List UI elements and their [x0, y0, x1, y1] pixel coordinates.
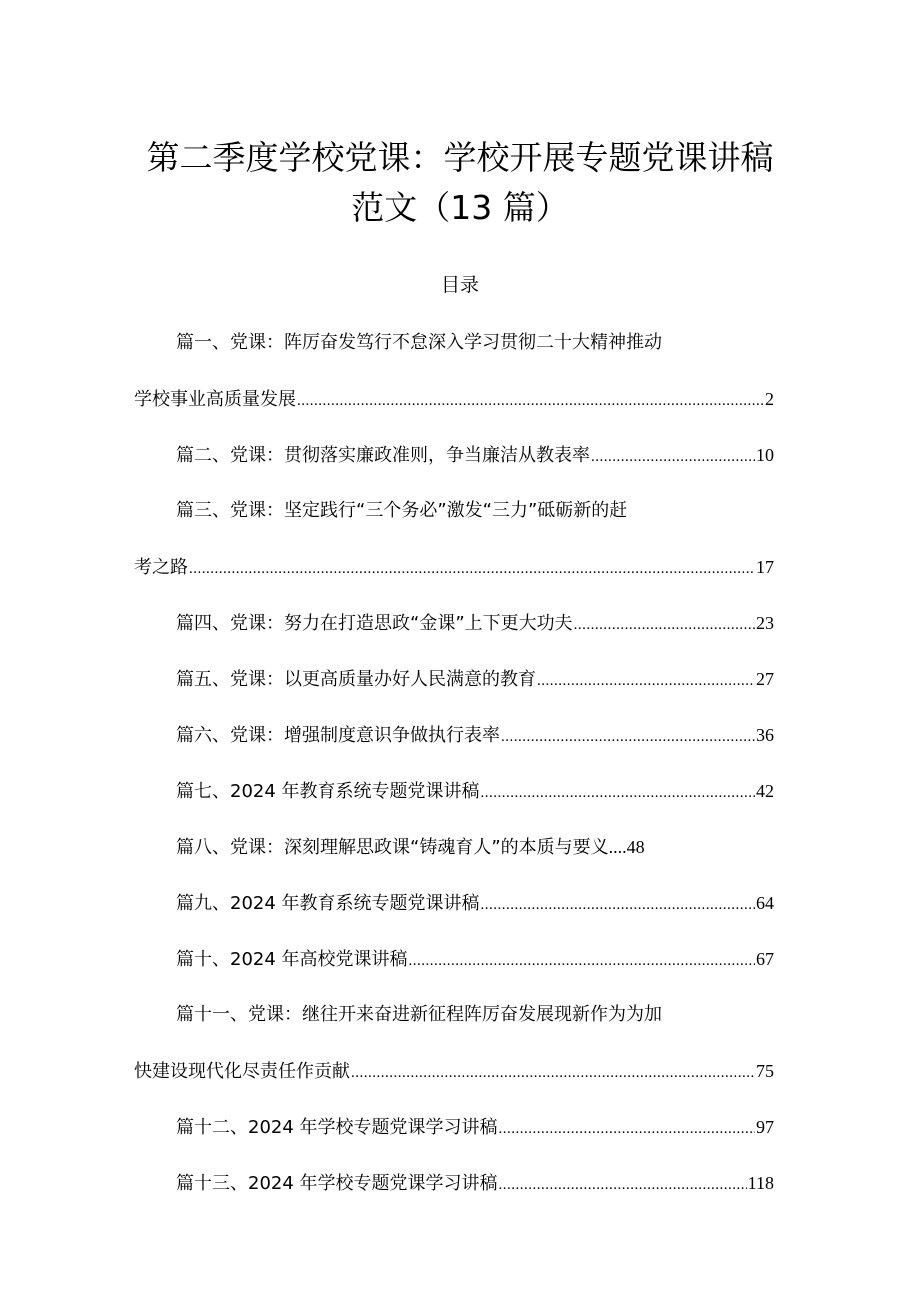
toc-entry-11[interactable]: [134, 1058, 774, 1084]
toc-page-number: 42: [756, 781, 774, 801]
toc-page-number: 23: [756, 613, 774, 633]
document-title-line1: 第二季度学校党课：学校开展专题党课讲稿: [146, 138, 774, 177]
toc-entry-text: 考之路: [134, 557, 188, 578]
toc-entry-text: 篇二、党课：贯彻落实廉政准则，争当廉洁从教表率: [176, 445, 590, 466]
toc-entry-text: 篇五、党课：以更高质量办好人民满意的教育: [176, 669, 536, 690]
toc-leader-dots: [481, 780, 755, 806]
toc-entry-text: 篇十二、2024 年学校专题党课学习讲稿: [176, 1117, 498, 1138]
toc-leader-dots: [189, 556, 755, 582]
toc-page-number: 118: [747, 1173, 774, 1193]
toc-entry-text: 快建设现代化尽责任作贡献: [134, 1061, 350, 1082]
toc-entry-text: 学校事业高质量发展: [134, 389, 296, 410]
toc-entry-13[interactable]: [134, 1170, 774, 1196]
toc-page-number: 75: [756, 1061, 774, 1081]
toc-page-number: 2: [765, 389, 774, 409]
toc-page-number: 10: [756, 445, 774, 465]
toc-entry-4[interactable]: [134, 610, 774, 636]
toc-entry-text: 篇十、2024 年高校党课讲稿: [176, 949, 408, 970]
toc-leader-dots: [481, 892, 755, 918]
toc-leader-dots: [537, 668, 755, 694]
toc-leader-dots: [297, 388, 764, 414]
toc-entry-text: 篇八、党课：深刻理解思政课“铸魂育人”的本质与要义: [176, 837, 609, 858]
toc-page-number: 17: [756, 557, 774, 577]
toc-page-number: 67: [756, 949, 774, 969]
toc-leader-dots: [409, 948, 755, 974]
toc-leader-dots: [499, 1172, 747, 1198]
toc-entry-text: 篇十三、2024 年学校专题党课学习讲稿: [176, 1173, 498, 1194]
toc-entry-12[interactable]: [134, 1114, 774, 1140]
toc-entry-7[interactable]: [134, 778, 774, 804]
toc-entry-text: 篇九、2024 年教育系统专题党课讲稿: [176, 893, 480, 914]
toc-leader-dots: [574, 612, 755, 638]
toc-entry-9[interactable]: [134, 890, 774, 916]
document-title-line2: 范文（13 篇）: [351, 188, 569, 227]
toc-leader-dots: ....: [608, 837, 627, 857]
toc-page-number: 97: [756, 1117, 774, 1137]
toc-leader-dots: [351, 1060, 755, 1086]
toc-leader-dots: [591, 444, 755, 470]
toc-entry-10[interactable]: [134, 946, 774, 972]
toc-page-number: 36: [756, 725, 774, 745]
toc-entry-3[interactable]: [134, 554, 774, 580]
toc-entry-1-line1: 篇一、党课：阵厉奋发笃行不怠深入学习贯彻二十大精神推动: [176, 332, 662, 353]
toc-leader-dots: [501, 724, 755, 750]
toc-entry-text: 篇七、2024 年教育系统专题党课讲稿: [176, 781, 480, 802]
toc-entry-3-line1: 篇三、党课：坚定践行“三个务必”激发“三力”砥砺新的赶: [176, 500, 628, 521]
toc-entry-text: 篇四、党课：努力在打造思政“金课”上下更大功夫: [176, 613, 573, 634]
toc-page-number: 27: [756, 669, 774, 689]
toc-leader-dots: [499, 1116, 755, 1142]
toc-entry-2[interactable]: [134, 442, 774, 468]
toc-entry-8[interactable]: [134, 834, 774, 860]
toc-entry-text: 篇六、党课：增强制度意识争做执行表率: [176, 725, 500, 746]
toc-page-number: 64: [756, 893, 774, 913]
toc-entry-6[interactable]: [134, 722, 774, 748]
toc-entry-1[interactable]: [134, 386, 774, 412]
toc-entry-11-line1: 篇十一、党课：继往开来奋进新征程阵厉奋发展现新作为为加: [176, 1004, 662, 1025]
toc-page-number: 48: [626, 837, 645, 857]
toc-heading: 目录: [440, 274, 479, 296]
toc-entry-5[interactable]: [134, 666, 774, 692]
